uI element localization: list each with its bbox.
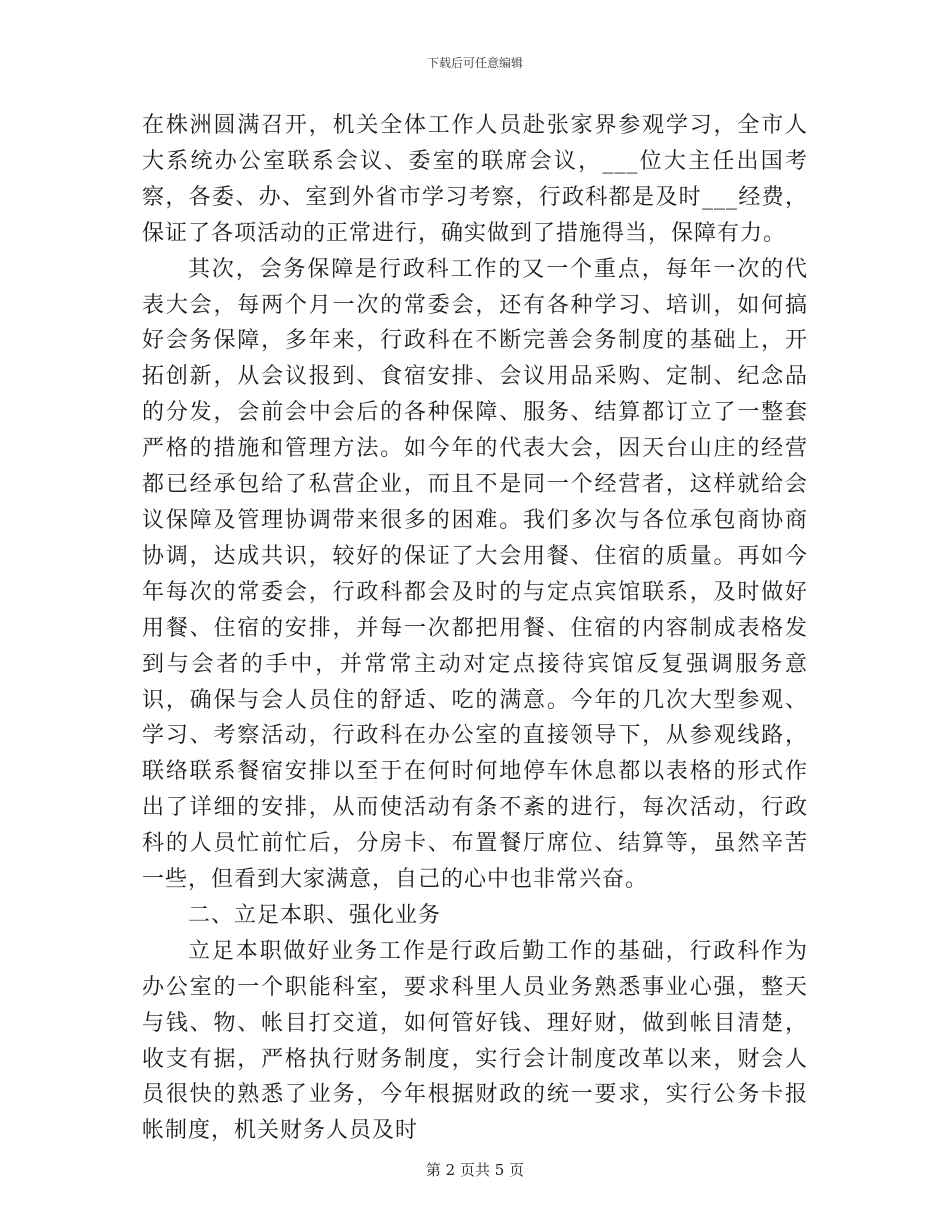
paragraph-meeting-support: 其次，会务保障是行政科工作的又一个重点，每年一次的代表大会，每两个月一次的常委会，还有各种学习、培训，如何搞好会务保障，多年来，行政科在不断完善会务制度的基础上，开拓创新，从会议报到、食宿安排、会议用品采购、定制、纪念品的分发，会前会中会后的各种保障、服务、结算都订立了一整套严格的措施和管理方法。如今年的代表大会，因天台山庄的经营都已经承包给了私营企业，而且不是同一个经营者，这样就给会议保障及管理协调带来很多的困难。我们多次与各位承包商协商协调，达成共识，较好的保证了大会用餐、住宿的质量。再如今年每次的常委会，行政科都会及时的与定点宾馆联系，及时做好用餐、住宿的安排，并每一次都把用餐、住宿的内容制成表格发到与会者的手中，并常常主动对定点接待宾馆反复强调服务意识，确保与会人员住的舒适、吃的满意。今年的几次大型参观、学习、考察活动，行政科在办公室的直接领导下，从参观线路，联络联系餐宿安排以至于在何时何地停车休息都以表格的形式作出了详细的安排，从而使活动有条不紊的进行，每次活动，行政科的人员忙前忙后，分房卡、布置餐厅席位、结算等，虽然辛苦一些，但看到大家满意，自己的心中也非常兴奋。 [142,256,808,893]
document-body [142,108,808,1149]
paragraph-continuation: 在株洲圆满召开，机关全体工作人员赴张家界参观学习，全市人大系统办公室联系会议、委室的联席会议，___位大主任出国考察，各委、办、室到外省市学习考察，行政科都是及时___经费，保证了各项活动的正常进行，确实做到了措施得当，保障有力。 [142,113,808,246]
page-number: 第 2 页共 5 页 [425,1161,525,1179]
paragraph-business: 立足本职做好业务工作是行政后勤工作的基础，行政科作为办公室的一个职能科室，要求科里人员业务熟悉事业心强，整天与钱、物、帐目打交道，如何管好钱、理好财，做到帐目清楚，收支有据，严格执行财务制度，实行会计制度改革以来，财会人员很快的熟悉了业务，今年根据财政的统一要求，实行公务卡报帐制度，机关财务人员及时 [142,938,808,1144]
page-header: 下载后可任意编辑 [426,56,523,70]
section-heading: 二、立足本职、强化业务 [188,902,442,928]
